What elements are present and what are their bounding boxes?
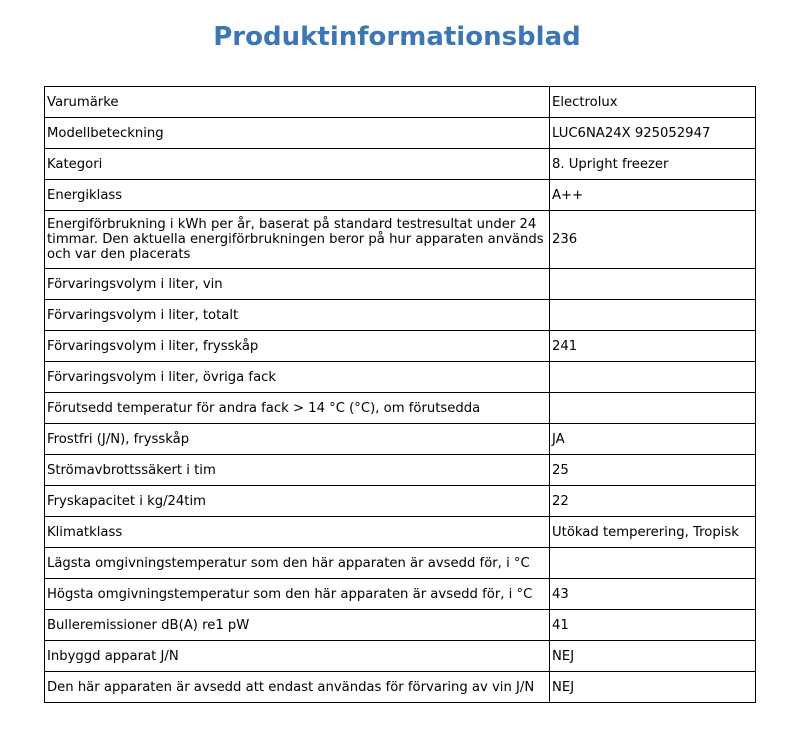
- row-value-wine-only: NEJ: [550, 672, 756, 703]
- table-row: [45, 672, 756, 703]
- table-row: [45, 424, 756, 455]
- row-label-volume-other: Förvaringsvolym i liter, övriga fack: [45, 362, 550, 393]
- table-row: [45, 486, 756, 517]
- row-value-volume-freezer: 241: [550, 331, 756, 362]
- row-value-volume-total: [550, 300, 756, 331]
- table-row: [45, 269, 756, 300]
- row-value-brand: Electrolux: [550, 87, 756, 118]
- row-label-volume-wine: Förvaringsvolym i liter, vin: [45, 269, 550, 300]
- row-value-min-ambient-temp: [550, 548, 756, 579]
- row-label-other-compartment-temp: Förutsedd temperatur för andra fack > 14 °C (°C), om förutsedda: [45, 393, 550, 424]
- row-label-max-ambient-temp: Högsta omgivningstemperatur som den här apparaten är avsedd för, i °C: [45, 579, 550, 610]
- row-value-built-in: NEJ: [550, 641, 756, 672]
- row-label-power-cut-safe: Strömavbrottssäkert i tim: [45, 455, 550, 486]
- table-row: [45, 610, 756, 641]
- row-label-freezing-capacity: Fryskapacitet i kg/24tim: [45, 486, 550, 517]
- row-label-model: Modellbeteckning: [45, 118, 550, 149]
- row-label-frost-free: Frostfri (J/N), frysskåp: [45, 424, 550, 455]
- table-row: [45, 300, 756, 331]
- row-value-freezing-capacity: 22: [550, 486, 756, 517]
- table-row: [45, 641, 756, 672]
- row-label-noise-emissions: Bulleremissioner dB(A) re1 pW: [45, 610, 550, 641]
- row-value-other-compartment-temp: [550, 393, 756, 424]
- row-label-volume-freezer: Förvaringsvolym i liter, frysskåp: [45, 331, 550, 362]
- row-label-min-ambient-temp: Lägsta omgivningstemperatur som den här apparaten är avsedd för, i °C: [45, 548, 550, 579]
- table-row: [45, 455, 756, 486]
- row-label-volume-total: Förvaringsvolym i liter, totalt: [45, 300, 550, 331]
- table-row: [45, 362, 756, 393]
- table-row: [45, 579, 756, 610]
- table-row: [45, 118, 756, 149]
- table-row: [45, 393, 756, 424]
- row-value-category: 8. Upright freezer: [550, 149, 756, 180]
- row-value-power-cut-safe: 25: [550, 455, 756, 486]
- page-title: Produktinformationsblad: [213, 22, 581, 52]
- row-label-category: Kategori: [45, 149, 550, 180]
- table-row: [45, 548, 756, 579]
- row-label-climate-class: Klimatklass: [45, 517, 550, 548]
- table-row: [45, 180, 756, 211]
- table-row: [45, 517, 756, 548]
- product-info-table: [44, 86, 756, 703]
- row-value-noise-emissions: 41: [550, 610, 756, 641]
- row-value-volume-wine: [550, 269, 756, 300]
- row-value-max-ambient-temp: 43: [550, 579, 756, 610]
- row-value-energy-class: A++: [550, 180, 756, 211]
- row-label-brand: Varumärke: [45, 87, 550, 118]
- row-value-climate-class: Utökad temperering, Tropisk: [550, 517, 756, 548]
- row-value-volume-other: [550, 362, 756, 393]
- table-row: [45, 149, 756, 180]
- table-row: [45, 87, 756, 118]
- row-value-energy-consumption: 236: [550, 211, 756, 269]
- row-label-wine-only: Den här apparaten är avsedd att endast användas för förvaring av vin J/N: [45, 672, 550, 703]
- row-value-model: LUC6NA24X 925052947: [550, 118, 756, 149]
- row-label-energy-class: Energiklass: [45, 180, 550, 211]
- row-value-frost-free: JA: [550, 424, 756, 455]
- table-row: [45, 211, 756, 269]
- table-row: [45, 331, 756, 362]
- row-label-energy-consumption: Energiförbrukning i kWh per år, baserat på standard testresultat under 24 timmar. Den aktuella energiförbrukningen beror på hur apparaten används och var den placerats: [45, 211, 550, 269]
- row-label-built-in: Inbyggd apparat J/N: [45, 641, 550, 672]
